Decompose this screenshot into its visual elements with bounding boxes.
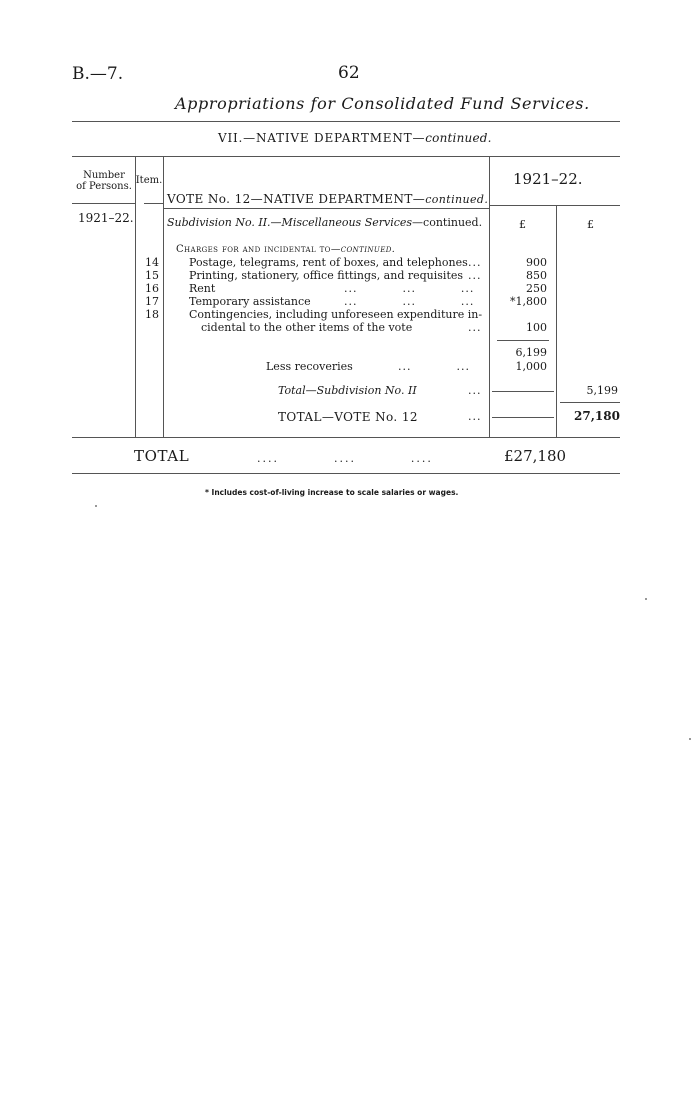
col-divider-desc bbox=[489, 156, 490, 437]
document-code: B.—7. bbox=[72, 64, 124, 84]
subdivision-total-dots: ... bbox=[468, 384, 482, 397]
item-dots-16: ... ... ... bbox=[344, 282, 475, 295]
less-recoveries-dots: ... ... bbox=[398, 360, 470, 373]
grand-total-dots: .... .... .... bbox=[257, 452, 433, 465]
footnote: * Includes cost-of-living increase to scale salaries or wages. bbox=[205, 488, 459, 497]
less-recoveries-label: Less recoveries bbox=[266, 360, 353, 373]
year-head-rule bbox=[489, 205, 620, 206]
page-number: 62 bbox=[338, 63, 360, 83]
less-recoveries-value: 1,000 bbox=[515, 360, 547, 373]
item-desc-16: Rent bbox=[189, 282, 216, 295]
page-title: Appropriations for Consolidated Fund Services. bbox=[175, 94, 590, 113]
col-divider-persons bbox=[135, 156, 136, 437]
persons-head-rule bbox=[72, 203, 135, 204]
vote-total-value: 27,180 bbox=[574, 409, 620, 423]
currency-symbol-1: £ bbox=[519, 218, 526, 231]
grand-total-value: £27,180 bbox=[504, 447, 567, 465]
item-amount-14: 900 bbox=[526, 256, 547, 269]
gross-total: 6,199 bbox=[515, 346, 547, 359]
vote-total-label: TOTAL—VOTE No. 12 bbox=[278, 410, 418, 424]
grand-total-label: TOTAL bbox=[134, 447, 190, 465]
subdivision-total-dash bbox=[492, 391, 554, 392]
col-heading-item: Item. bbox=[135, 175, 163, 186]
item-number-15: 15 bbox=[145, 269, 159, 282]
subdivision-total-label: Total—Subdivision No. II bbox=[278, 384, 417, 397]
persons-year: 1921–22. bbox=[78, 211, 134, 225]
vote-head-rule bbox=[164, 208, 489, 209]
section-title-main: VII.—NATIVE DEPARTMENT— bbox=[218, 131, 426, 145]
item-dots-18: ... bbox=[468, 321, 482, 334]
item-dots-17: ... ... ... bbox=[344, 295, 475, 308]
vote-sum-rule bbox=[560, 402, 620, 403]
currency-symbol-2: £ bbox=[587, 218, 594, 231]
item-head-rule bbox=[144, 203, 163, 204]
item-number-16: 16 bbox=[145, 282, 159, 295]
item-dots-14: ... bbox=[468, 256, 482, 269]
item-desc-14: Postage, telegrams, rent of boxes, and telephones bbox=[189, 256, 468, 269]
grand-total-rule bbox=[72, 473, 620, 474]
year-heading: 1921–22. bbox=[513, 170, 583, 188]
item-desc-18: Contingencies, including unforeseen expenditure in- bbox=[189, 308, 483, 321]
item-amount-18: 100 bbox=[526, 321, 547, 334]
col-heading-persons: Number of Persons. bbox=[76, 170, 132, 192]
col-divider-amount bbox=[556, 205, 557, 437]
item-desc-17: Temporary assistance bbox=[189, 295, 311, 308]
col-divider-item bbox=[163, 156, 164, 437]
item-amount-17: *1,800 bbox=[510, 295, 547, 308]
item-number-17: 17 bbox=[145, 295, 159, 308]
charges-heading: Charges for and incidental to—continued. bbox=[176, 244, 396, 255]
subdivision-total-value: 5,199 bbox=[586, 384, 618, 397]
table-top-rule bbox=[72, 156, 620, 157]
section-title bbox=[218, 131, 492, 145]
vote-total-dash bbox=[492, 417, 554, 418]
scan-speck bbox=[645, 598, 647, 600]
item-amount-16: 250 bbox=[526, 282, 547, 295]
item-desc-15: Printing, stationery, office fittings, and requisites bbox=[189, 269, 464, 282]
scan-speck bbox=[689, 738, 691, 740]
item-number-14: 14 bbox=[145, 256, 159, 269]
item-amount-15: 850 bbox=[526, 269, 547, 282]
gross-sum-rule bbox=[497, 340, 549, 341]
vote-total-dots: ... bbox=[468, 410, 482, 423]
title-rule bbox=[72, 121, 620, 122]
item-desc-18-cont: cidental to the other items of the vote bbox=[201, 321, 413, 334]
scan-speck bbox=[95, 505, 97, 507]
vote-heading: VOTE No. 12—NATIVE DEPARTMENT—continued. bbox=[167, 192, 489, 206]
item-dots-15: ... bbox=[468, 269, 482, 282]
table-bottom-rule bbox=[72, 437, 620, 438]
item-number-18: 18 bbox=[145, 308, 159, 321]
section-title-cont: continued. bbox=[425, 131, 492, 145]
subdivision-heading: Subdivision No. II.—Miscellaneous Services—continued. bbox=[167, 216, 483, 229]
